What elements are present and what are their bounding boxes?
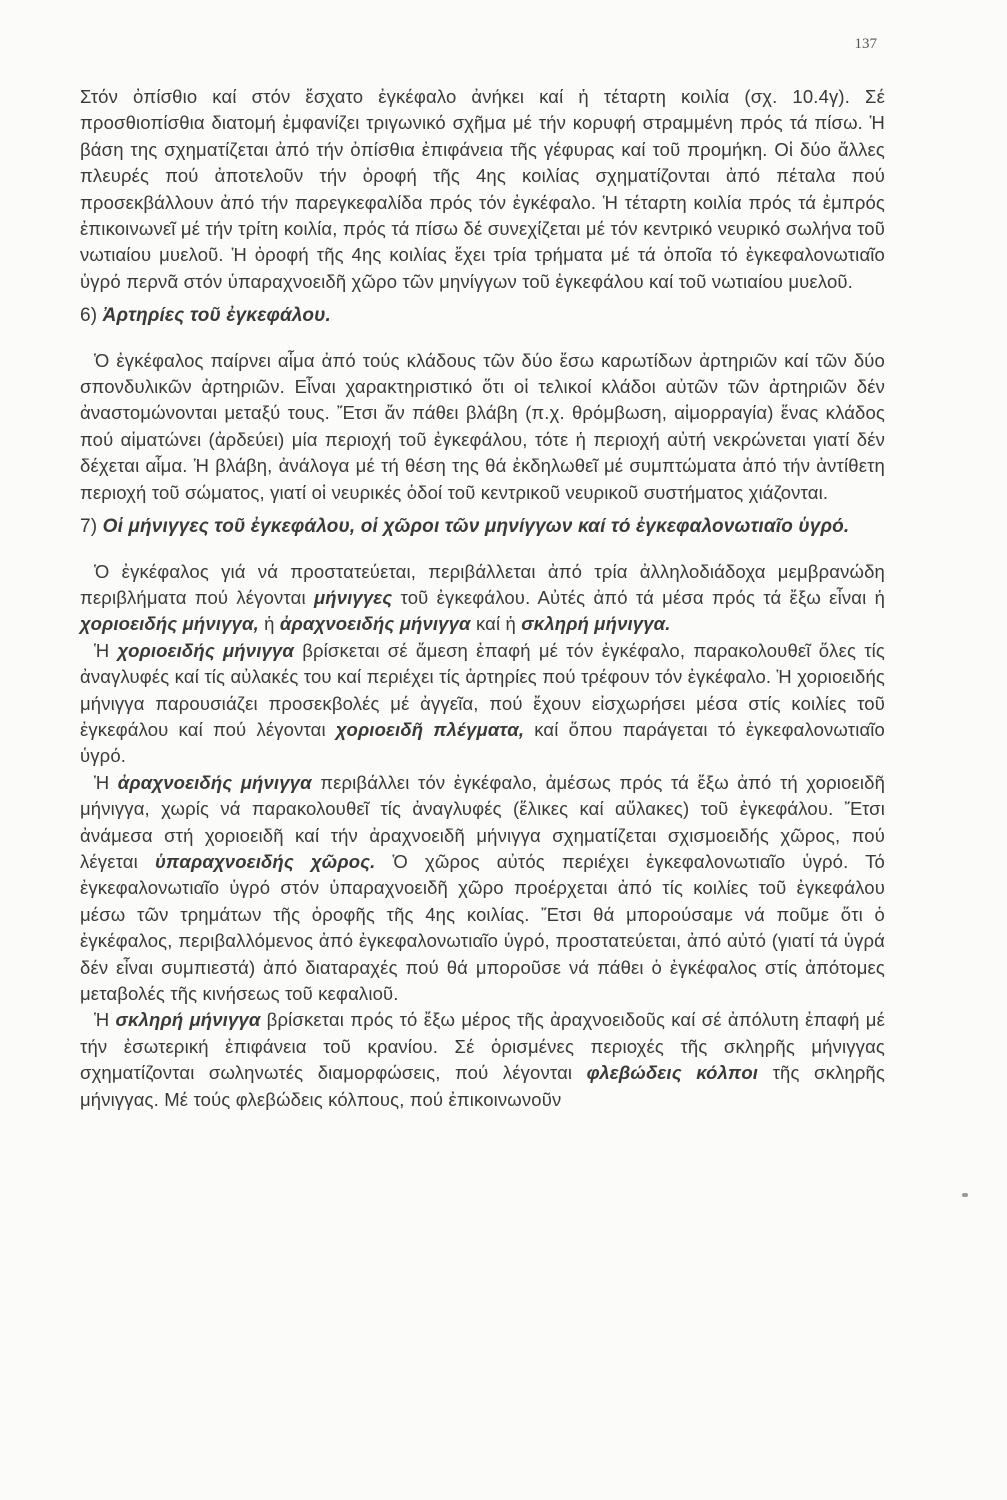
term-choroid-plexus: χοριοειδῆ πλέγματα,: [335, 718, 525, 740]
page-content: [80, 84, 885, 1113]
term-venous-sinuses: φλεβώδεις κόλποι: [586, 1062, 759, 1084]
text-run: Ὁ ἐγκέφαλος γιά νά προστατεύεται, περιβάλλεται ἀπό τρία ἀλληλοδιάδοχα μεμβρανώδη περιβλήματα πού λέγονται: [80, 560, 885, 608]
section-7-title: Οἱ μήνιγγες τοῦ ἐγκεφάλου, οἱ χῶροι τῶν μηνίγγων καί τό ἐγκεφαλονωτιαῖο ὑγρό.: [102, 516, 850, 538]
text-run: τῆς σκληρῆς μήνιγγας. Μέ τούς φλεβώδεις κόλπους, πού ἐπικοινωνοῦν: [80, 1062, 885, 1110]
section-6-number: 6): [80, 305, 98, 327]
text-run: βρίσκεται πρός τό ἔξω μέρος τῆς ἀραχνοειδοῦς καί σέ ἀπόλυτη ἐπαφή μέ τήν ἐσωτερική ἐπιφάνεια τοῦ κρανίου. Σέ ὁρισμένες περιοχές τῆς σκληρῆς μήνιγγας σχηματίζονται σωληνωτές διαμορφώσεις, πού λέγονται: [80, 1009, 885, 1084]
term-pia-mater: χοριοειδής μήνιγγα: [117, 639, 294, 661]
text-run: βρίσκεται σέ ἄμεση ἐπαφή μέ τόν ἐγκέφαλο, παρακολουθεῖ ὅλες τίς ἀναγλυφές καί τίς αὐλακές του καί περιέχει τίς ἀρτηρίες πού τρέφουν τόν ἐγκέφαλο. Ἡ χοριοειδής μήνιγγα παρουσιάζει προσεκβολές μέ ἀγγεῖα, πού ἔχουν εἰσχωρήσει μέσα στίς κοιλίες τοῦ ἐγκεφάλου καί πού λέγονται: [80, 639, 886, 740]
section-6-heading: [80, 303, 885, 329]
text-run: καί ὅπου παράγεται τό ἐγκεφαλονωτιαῖο ὑγρό.: [80, 718, 885, 767]
text-run: καί ἡ: [470, 613, 522, 635]
text-run: περιβάλλει τόν ἐγκέφαλο, ἀμέσως πρός τά ἔξω ἀπό τή χοριοειδῆ μήνιγγα, χωρίς νά παρακολουθεῖ τίς ἀναγλυφές (ἕλικες καί αὔλακες) τοῦ ἐγκεφάλου. Ἔτσι ἀνάμεσα στή χοριοειδῆ καί τήν ἀραχνοειδῆ μήνιγγα σχηματίζεται σχισμοειδής χῶρος, πού λέγεται: [80, 771, 886, 872]
page-number: 137: [854, 36, 877, 52]
text-run: ἡ: [258, 613, 280, 635]
term-meninges: μήνιγγες: [313, 586, 393, 608]
section-7-heading: [80, 514, 885, 540]
pia-mater-paragraph: [80, 638, 885, 770]
term-arachnoid: ἀραχνοειδής μήνιγγα: [279, 613, 471, 635]
section-6-body: Ὁ ἐγκέφαλος παίρνει αἷμα ἀπό τούς κλάδους τῶν δύο ἔσω καρωτίδων ἀρτηριῶν καί τῶν δύο σπονδυλικῶν ἀρτηριῶν. Εἶναι χαρακτηριστικό ὅτι οἱ τελικοί κλάδοι αὐτῶν τῶν ἀρτηριῶν δέν ἀναστομώνονται μεταξύ τους. Ἔτσι ἄν πάθει βλάβη (π.χ. θρόμβωση, αἱμορραγία) ἕνας κλάδος πού αἱματώνει (ἀρδεύει) μία περιοχή τοῦ ἐγκεφάλου, τότε ἡ περιοχή αὐτή νεκρώνεται γιατί δέν δέχεται αἷμα. Ἡ βλάβη, ἀνάλογα μέ τή θέση της θά ἐκδηλωθεῖ μέ συμπτώματα ἀπό τήν ἀντίθετη περιοχή τοῦ σώματος, γιατί οἱ νευρικές ὁδοί τοῦ κεντρικοῦ νευρικοῦ συστήματος χιάζονται.: [80, 349, 885, 503]
term-arachnoid: ἀραχνοειδής μήνιγγα: [117, 771, 312, 793]
section-6-title: Ἀρτηρίες τοῦ ἐγκεφάλου.: [102, 305, 331, 327]
text-run: τοῦ ἐγκεφάλου. Αὐτές ἀπό τά μέσα πρός τά ἔξω εἶναι ἡ: [392, 586, 886, 608]
text-run: Ὁ χῶρος αὐτός περιέχει ἐγκεφαλονωτιαῖο ὑγρό. Τό ἐγκεφαλονωτιαῖο ὑγρό στόν ὑπαραχνοειδῆ χῶρο προέρχεται ἀπό τίς κοιλίες τοῦ ἐγκεφάλου μέσω τῶν τρημάτων τῆς ὀροφῆς τῆς 4ης κοιλίας. Ἔτσι θά μπορούσαμε νά ποῦμε ὅτι ὁ ἐγκέφαλος, περιβαλλόμενος ἀπό ἐγκεφαλονωτιαῖο ὑγρό, προστατεύεται, ἀπό αὐτό (γιατί τά ὑγρά δέν εἶναι συμπιεστά) ἀπό διαταραχές πού θά μποροῦσε νά πάθει ὁ ἐγκέφαλος στίς ἀπότομες μεταβολές τῆς κινήσεως τοῦ κεφαλιοῦ.: [80, 850, 885, 1004]
arachnoid-paragraph: [80, 770, 885, 1008]
term-subarachnoid-space: ὑπαραχνοειδής χῶρος.: [154, 850, 376, 872]
term-dura-mater: σκληρή μήνιγγα: [115, 1009, 261, 1031]
section-7-number: 7): [80, 516, 98, 538]
meninges-intro-paragraph: [80, 559, 885, 638]
text-run: Ἡ: [94, 771, 118, 793]
term-dura-mater: σκληρή μήνιγγα.: [521, 613, 671, 635]
text-run: Ἡ: [94, 639, 118, 661]
term-pia-mater: χοριοειδής μήνιγγα,: [80, 613, 259, 635]
scan-speck: [962, 1193, 968, 1197]
dura-mater-paragraph: [80, 1007, 885, 1113]
intro-paragraph: Στόν ὀπίσθιο καί στόν ἔσχατο ἐγκέφαλο ἀνήκει καί ἡ τέταρτη κοιλία (σχ. 10.4γ). Σέ προσθιοπίσθια διατομή ἐμφανίζει τριγωνικό σχῆμα μέ τήν κορυφή στραμμένη πρός τά πίσω. Ἡ βάση της σχηματίζεται ἀπό τήν ὀπίσθια ἐπιφάνεια τῆς γέφυρας καί τοῦ προμήκη. Οἱ δύο ἄλλες πλευρές πού ἀποτελοῦν τήν ὀροφή τῆς 4ης κοιλίας σχηματίζονται ἀπό πέταλα πού προσεκβάλλουν ἀπό τήν παρεγκεφαλίδα πρός τόν ἐγκέφαλο. Ἡ τέταρτη κοιλία πρός τά ἐμπρός ἐπικοινωνεῖ μέ τήν τρίτη κοιλία, πρός τά πίσω δέ συνεχίζεται μέ τόν κεντρικό νευρικό σωλήνα τοῦ νωτιαίου μυελοῦ. Ἡ ὀροφή τῆς 4ης κοιλίας ἔχει τρία τρήματα μέ τά ὁποῖα τό ἐγκεφαλονωτιαῖο ὑγρό περνᾶ στόν ὑπαραχνοειδῆ χῶρο τῶν μηνίγγων τοῦ ἐγκεφάλου καί τοῦ νωτιαίου μυελοῦ.: [80, 86, 885, 292]
text-run: Ἡ: [94, 1009, 116, 1031]
